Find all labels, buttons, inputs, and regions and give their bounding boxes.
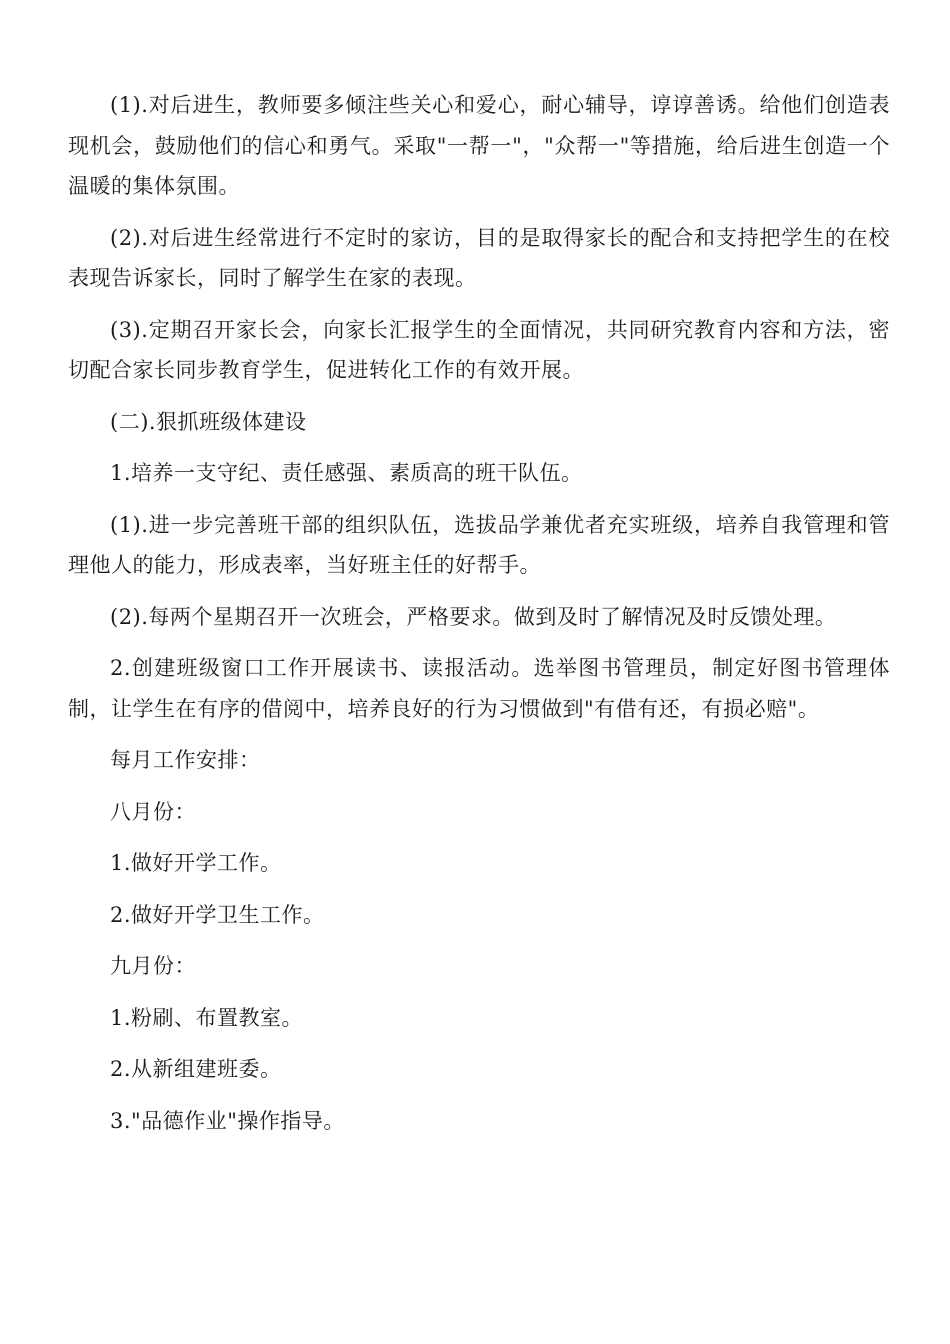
paragraph-biweekly-class-meeting: (2).每两个星期召开一次班会，严格要求。做到及时了解情况及时反馈处理。 — [110, 604, 837, 629]
august-item-2: 2.做好开学卫生工作。 — [110, 902, 325, 927]
paragraph-class-cadre-team: 1.培养一支守纪、责任感强、素质高的班干队伍。 — [110, 461, 583, 485]
august-item-1: 1.做好开学工作。 — [110, 851, 282, 875]
paragraph-reading-activities: 2.创建班级窗口工作开展读书、读报活动。选举图书管理员，制定好图书管理体制，让学生在有序的借阅中，培养良好的行为习惯做到"有借有还，有损必赔"。 — [68, 656, 890, 721]
paragraph-caring-for-struggling-students: (1).对后进生，教师要多倾注些关心和爱心，耐心辅导，谆谆善诱。给他们创造表现机会，鼓励他们的信心和勇气。采取"一帮一"，"众帮一"等措施，给后进生创造一个温暖的集体氛围。 — [68, 93, 890, 198]
paragraph-parent-meetings: (3).定期召开家长会，向家长汇报学生的全面情况，共同研究教育内容和方法，密切配合家长同步教育学生，促进转化工作的有效开展。 — [68, 317, 890, 382]
heading-september: 九月份： — [110, 954, 196, 978]
paragraph-improve-cadre-organization: (1).进一步完善班干部的组织队伍，选拔品学兼优者充实班级，培养自我管理和管理他人的能力，形成表率，当好班主任的好帮手。 — [68, 512, 890, 577]
september-item-1: 1.粉刷、布置教室。 — [110, 1005, 304, 1030]
paragraph-home-visits: (2).对后进生经常进行不定时的家访，目的是取得家长的配合和支持把学生的在校表现告诉家长，同时了解学生在家的表现。 — [68, 225, 890, 290]
heading-monthly-schedule: 每月工作安排： — [110, 748, 261, 772]
september-item-3: 3."品德作业"操作指导。 — [110, 1108, 345, 1133]
september-item-2: 2.从新组建班委。 — [110, 1057, 282, 1081]
section-heading-class-building: (二).狠抓班级体建设 — [110, 409, 307, 434]
heading-august: 八月份： — [110, 799, 196, 824]
